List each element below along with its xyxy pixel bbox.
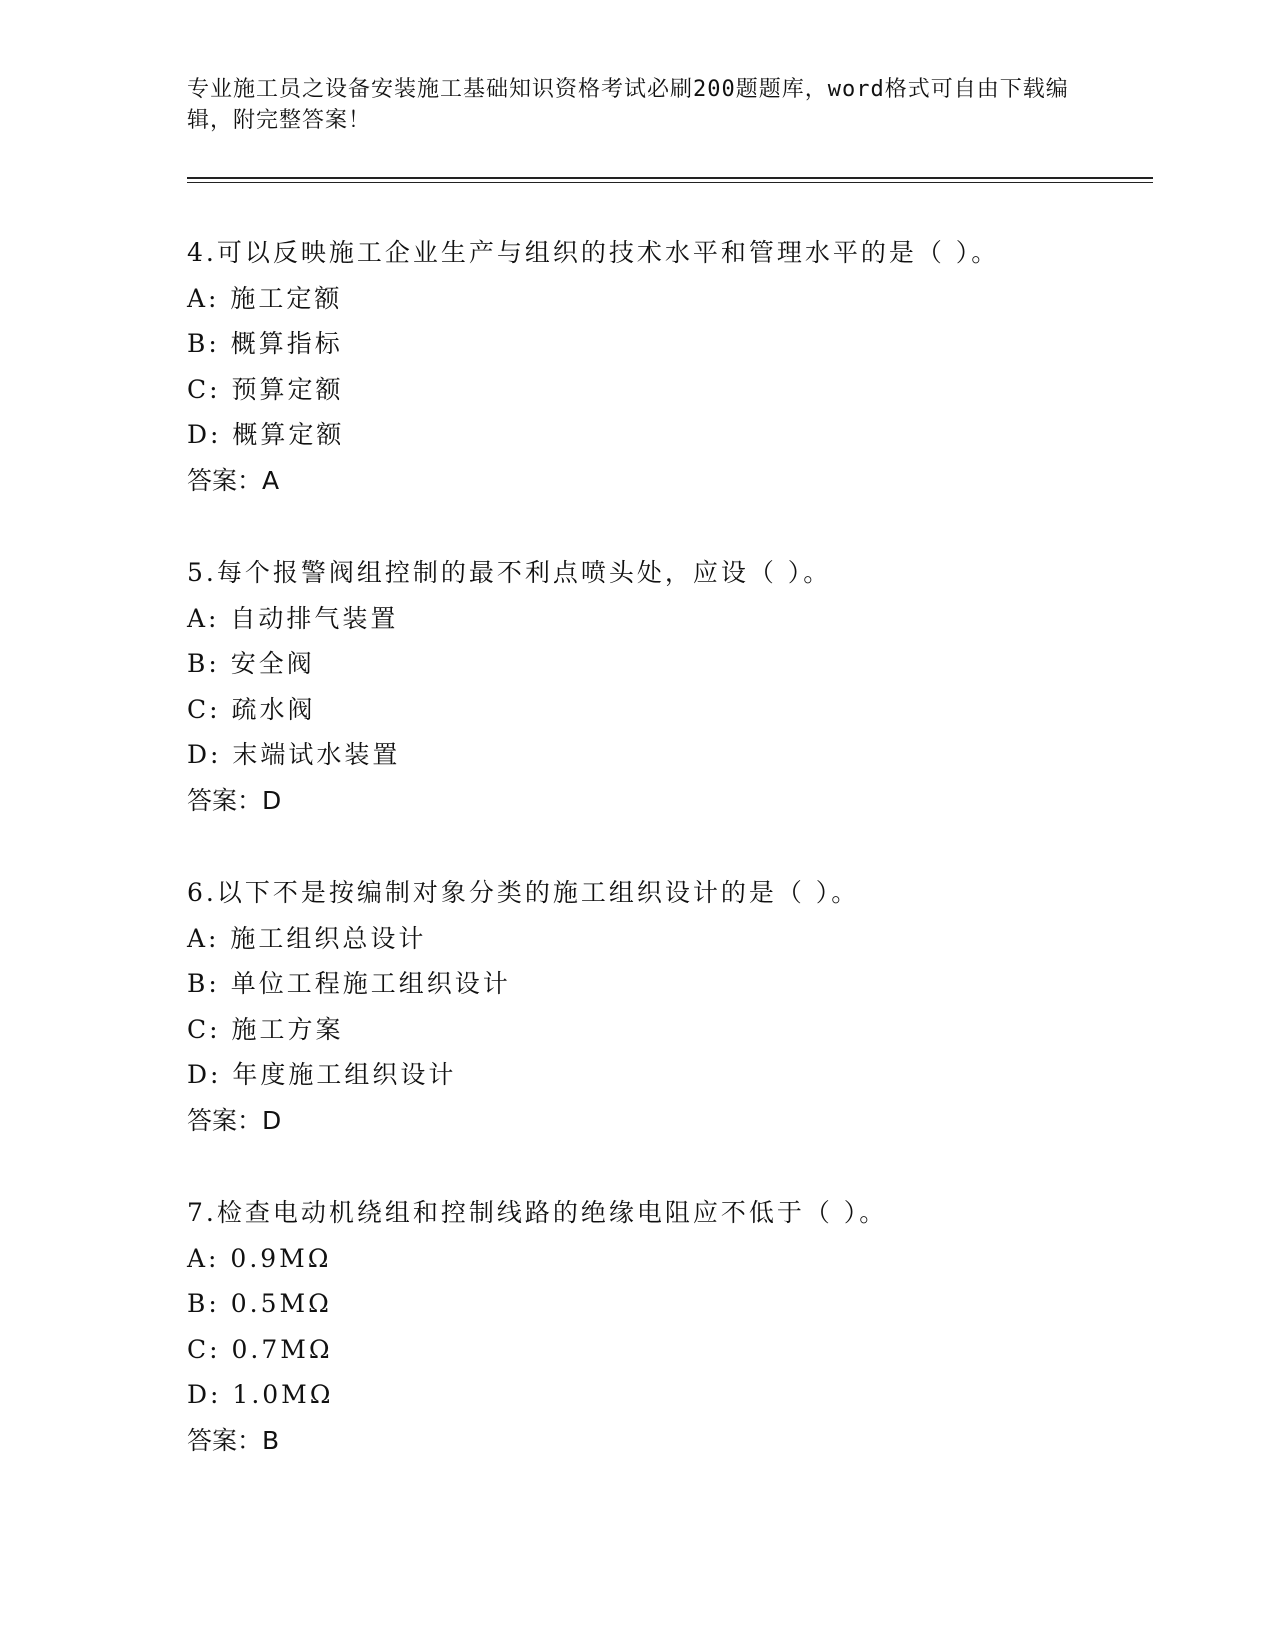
question-text: 5.每个报警阀组控制的最不利点喷头处，应设（ ）。 (187, 558, 832, 587)
option-c: C: 施工方案 (187, 1014, 344, 1044)
option-a: A: 施工定额 (187, 283, 343, 313)
option-b: B: 安全阀 (187, 649, 315, 678)
document-header: 专业施工员之设备安装施工基础知识资格考试必刷200题题库，word格式可自由下载编辑，附完整答案！ (187, 77, 1069, 133)
question-text: 4.可以反映施工企业生产与组织的技术水平和管理水平的是（ ）。 (187, 238, 1000, 267)
question-7 (187, 1190, 1167, 1463)
question-5 (187, 550, 1167, 823)
header-divider-thick (187, 177, 1153, 179)
answer-line: 答案：D (187, 1105, 282, 1135)
header-divider-thin (187, 182, 1153, 183)
option-d: D: 末端试水装置 (187, 740, 401, 769)
option-b: B: 0.5MΩ (187, 1289, 332, 1318)
question-text: 6.以下不是按编制对象分类的施工组织设计的是（ ）。 (187, 878, 860, 907)
option-d: D: 1.0MΩ (187, 1380, 334, 1409)
option-c: C: 0.7MΩ (187, 1334, 333, 1364)
answer-line: 答案：A (187, 465, 280, 495)
option-d: D: 概算定额 (187, 420, 345, 449)
option-a: A: 施工组织总设计 (187, 923, 427, 953)
option-b: B: 单位工程施工组织设计 (187, 969, 511, 998)
option-a: A: 0.9MΩ (187, 1243, 332, 1273)
option-c: C: 预算定额 (187, 374, 344, 404)
option-a: A: 自动排气装置 (187, 603, 399, 633)
answer-line: 答案：D (187, 785, 282, 815)
option-b: B: 概算指标 (187, 329, 343, 358)
question-4 (187, 230, 1167, 503)
question-text: 7.检查电动机绕组和控制线路的绝缘电阻应不低于（ ）。 (187, 1198, 888, 1227)
answer-line: 答案：B (187, 1425, 280, 1455)
question-6 (187, 870, 1167, 1143)
option-d: D: 年度施工组织设计 (187, 1060, 457, 1089)
option-c: C: 疏水阀 (187, 694, 316, 724)
